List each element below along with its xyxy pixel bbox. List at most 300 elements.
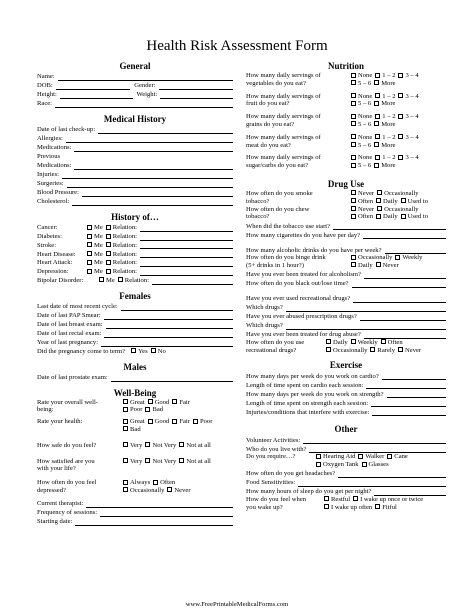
prostate-field[interactable] <box>111 375 233 382</box>
range-1-2-label: 1 – 2 <box>382 154 396 162</box>
me-label: Me <box>94 241 103 249</box>
overall-poor-checkbox[interactable] <box>123 407 128 412</box>
relation-label: Relation: <box>112 224 137 232</box>
none-label: None <box>358 72 373 79</box>
exercise-field-label: Length of time spent on strength each session: <box>246 399 369 407</box>
often-label: Often <box>358 197 374 205</box>
more-label: More <box>381 141 396 149</box>
binge-label: How often do you binge drink <box>246 254 326 262</box>
medical-field[interactable] <box>98 127 233 134</box>
daily-label: Daily <box>383 197 398 205</box>
nutrition-none-checkbox[interactable] <box>351 73 356 78</box>
alcohol-label: How many alcoholic drinks do you have per week? <box>246 246 382 254</box>
exercise-field-label: How many days per week do you work on strength? <box>246 390 384 398</box>
medical-field[interactable] <box>66 136 233 143</box>
general-heading: General <box>119 61 151 71</box>
me-label: Me <box>94 268 103 276</box>
wake-label: How do you feel when <box>246 495 307 503</box>
satisfied-not-at-all-checkbox[interactable] <box>179 458 184 463</box>
not-at-all-label: Not at all <box>186 457 211 465</box>
safe-not-very-checkbox[interactable] <box>145 442 150 447</box>
none-label: None <box>358 154 373 162</box>
history-row <box>37 276 233 285</box>
blackout-field[interactable] <box>352 281 446 288</box>
nutrition-more-checkbox[interactable] <box>374 101 379 106</box>
depressed-label: How often do you feel <box>37 479 97 487</box>
exercise-field-label: Injuries/conditions that interfere with exercise: <box>246 408 370 416</box>
cane-label: Cane <box>394 453 408 461</box>
range-3-4-label: 3 – 4 <box>405 154 419 162</box>
medical-field[interactable] <box>72 199 233 206</box>
me-label: Me <box>94 233 103 240</box>
history-relation-field[interactable] <box>140 234 233 241</box>
pregnancy-yes-checkbox[interactable] <box>131 348 136 353</box>
range-1-2-label: 1 – 2 <box>382 92 396 100</box>
health-great-checkbox[interactable] <box>123 419 128 424</box>
none-label: None <box>358 133 373 141</box>
history-row <box>37 249 233 258</box>
prostate-label: Date of last prostate exam: <box>37 373 108 381</box>
overall-great-checkbox[interactable] <box>123 399 128 404</box>
headaches-label: How often do you get headaches? <box>246 470 336 478</box>
history-me-checkbox[interactable] <box>87 260 92 265</box>
smoke-daily-checkbox[interactable] <box>376 198 381 203</box>
medical-field-label: Cholesterol: <box>37 198 70 206</box>
poor-label: Poor <box>130 406 143 414</box>
history-condition-label: Diabetes: <box>37 233 62 240</box>
males-heading: Males <box>123 361 147 372</box>
history-relation-field[interactable] <box>140 225 233 232</box>
wake-once-checkbox[interactable] <box>353 496 358 501</box>
weight-label: Weight: <box>136 91 158 99</box>
pregnancy-no-checkbox[interactable] <box>151 348 156 353</box>
history-condition-label: Cancer: <box>37 224 58 232</box>
health-fair-checkbox[interactable] <box>172 419 177 424</box>
used-to-label: Used to <box>407 213 429 221</box>
alcohol-treat-field[interactable] <box>364 272 446 279</box>
nutrition-question <box>246 134 446 150</box>
recuse-label-2: recreational drugs? <box>246 346 297 354</box>
history-relation-field[interactable] <box>140 242 233 249</box>
history-heading: History of… <box>111 212 159 222</box>
history-relation-field[interactable] <box>140 260 233 267</box>
smoke-never-checkbox[interactable] <box>351 190 356 195</box>
history-me-checkbox[interactable] <box>87 242 92 247</box>
range-5-6-label: 5 – 6 <box>358 120 372 128</box>
drug-treat-field[interactable] <box>364 332 446 339</box>
medical-field-label: Injuries: <box>37 171 59 179</box>
nutrition-none-checkbox[interactable] <box>351 155 356 160</box>
binge-weekly-checkbox[interactable] <box>395 255 400 260</box>
medical-field[interactable] <box>67 181 233 188</box>
history-me-checkbox[interactable] <box>87 251 92 256</box>
nutrition-question-label-2: fruit do you eat? <box>246 100 290 108</box>
recuse-label: How often do you use <box>246 338 305 346</box>
none-label: None <box>358 113 373 121</box>
range-3-4-label: 3 – 4 <box>405 113 419 121</box>
history-me-checkbox[interactable] <box>87 269 92 274</box>
depressed-occasionally-checkbox[interactable] <box>123 487 128 492</box>
more-label: More <box>381 79 396 87</box>
daily-label: Daily <box>358 261 373 269</box>
overall-wellbeing-label-2: being: <box>37 406 54 414</box>
binge-never-checkbox[interactable] <box>376 262 381 267</box>
walker-label: Walker <box>365 453 385 461</box>
medical-field[interactable] <box>74 163 233 170</box>
chew-never-checkbox[interactable] <box>351 206 356 211</box>
therapist-field[interactable] <box>86 501 233 508</box>
nutrition-more-checkbox[interactable] <box>374 121 379 126</box>
history-condition-label: Depression: <box>37 268 69 276</box>
recreational-field[interactable] <box>353 296 446 303</box>
history-relation-checkbox[interactable] <box>106 260 111 265</box>
alcohol-treat-label: Have you ever been treated for alcoholism? <box>246 271 361 279</box>
females-field-label: Date of last PAP Smear: <box>37 311 101 319</box>
history-relation-field[interactable] <box>140 251 233 258</box>
pregnancy-term-label: Did the pregnancy come to term? <box>37 347 126 355</box>
nutrition-1-2-checkbox[interactable] <box>375 73 380 78</box>
not-at-all-label: Not at all <box>186 441 211 449</box>
medical-field-label: Medications: <box>37 162 72 170</box>
nutrition-1-2-checkbox[interactable] <box>375 134 380 139</box>
wake-once-label: I wake up once or twice <box>360 495 424 503</box>
females-field-label: Date of last breast exam: <box>37 320 103 328</box>
exercise-field[interactable] <box>366 382 446 389</box>
great-label: Great <box>130 418 145 426</box>
starting-date-field[interactable] <box>75 519 233 526</box>
overall-wellbeing-label: Rate your overall well- <box>37 398 98 406</box>
history-relation-checkbox[interactable] <box>118 277 123 282</box>
nutrition-question <box>246 113 446 129</box>
me-label: Me <box>94 250 103 258</box>
females-field[interactable] <box>101 340 233 347</box>
me-label: Me <box>94 259 103 267</box>
females-field[interactable] <box>121 304 233 311</box>
overall-fair-checkbox[interactable] <box>172 399 177 404</box>
often-label: Often <box>387 338 403 346</box>
nutrition-question <box>246 93 446 109</box>
never-label: Never <box>405 346 422 354</box>
smoke-used-to-checkbox[interactable] <box>401 198 406 203</box>
medical-field[interactable] <box>74 145 233 152</box>
history-condition-label: Stroke: <box>37 241 57 249</box>
frequency-field[interactable] <box>100 510 233 517</box>
exercise-field[interactable] <box>382 373 446 380</box>
nutrition-5-6-checkbox[interactable] <box>351 101 356 106</box>
chew-occasionally-checkbox[interactable] <box>377 206 382 211</box>
live-with-label: Who do you live with? <box>246 445 307 453</box>
nutrition-list <box>246 72 446 170</box>
nutrition-1-2-checkbox[interactable] <box>375 155 380 160</box>
cigarettes-label: How many cigarettes do you have per day? <box>246 231 361 239</box>
nutrition-question-label: How many daily servings of <box>246 72 321 79</box>
females-heading: Females <box>119 290 151 301</box>
nutrition-heading: Nutrition <box>328 61 364 71</box>
medical-field-label: Date of last check-up: <box>37 126 96 134</box>
nutrition-5-6-checkbox[interactable] <box>351 80 356 85</box>
gender-label: Gender: <box>134 82 156 90</box>
history-relation-checkbox[interactable] <box>106 234 111 239</box>
smoke-occasionally-checkbox[interactable] <box>377 190 382 195</box>
walker-checkbox[interactable] <box>358 454 363 459</box>
wake-often-label: I wake up often <box>331 503 373 511</box>
satisfied-very-checkbox[interactable] <box>123 458 128 463</box>
very-label: Very <box>130 457 143 465</box>
cane-checkbox[interactable] <box>387 454 392 459</box>
satisfied-label: How satisfied are you <box>37 457 95 465</box>
history-me-checkbox[interactable] <box>87 225 92 230</box>
fitful-label: Fitful <box>382 503 397 511</box>
daily-label: Daily <box>383 213 398 221</box>
glasses-checkbox[interactable] <box>362 462 367 467</box>
great-label: Great <box>130 398 145 406</box>
nutrition-none-checkbox[interactable] <box>351 93 356 98</box>
feel-safe-label: How safe do you feel? <box>37 441 97 449</box>
smoke-label-2: tobacco? <box>246 197 270 205</box>
exercise-field[interactable] <box>371 400 446 407</box>
weekly-label: Weekly <box>402 254 423 262</box>
more-label: More <box>381 162 396 170</box>
females-field[interactable] <box>104 331 233 338</box>
wake-label-2: you wake up? <box>246 503 283 511</box>
history-row <box>37 258 233 267</box>
poor-label: Poor <box>199 418 213 426</box>
safe-not-at-all-checkbox[interactable] <box>179 442 184 447</box>
satisfied-label-2: with your life? <box>37 465 76 473</box>
health-good-checkbox[interactable] <box>148 419 153 424</box>
females-field-label: Date of last rectal exam: <box>37 329 102 337</box>
health-bad-checkbox[interactable] <box>123 426 128 431</box>
nutrition-none-checkbox[interactable] <box>351 134 356 139</box>
health-poor-checkbox[interactable] <box>193 419 198 424</box>
history-row <box>37 232 233 241</box>
history-relation-checkbox[interactable] <box>106 225 111 230</box>
therapist-label: Current therapist: <box>37 500 84 508</box>
medical-field-label: Blood Pressure: <box>37 189 79 197</box>
weekly-label: Weekly <box>357 338 378 346</box>
which-drugs-field-2[interactable] <box>286 323 446 330</box>
occasionally-label: Occasionally <box>384 205 419 213</box>
never-label: Never <box>358 205 375 213</box>
recuse-never-checkbox[interactable] <box>398 347 403 352</box>
history-condition-label: Heart Disease: <box>37 250 76 258</box>
recuse-daily-checkbox[interactable] <box>326 339 331 344</box>
fair-label: Fair <box>179 418 190 426</box>
more-label: More <box>381 100 396 108</box>
binge-daily-checkbox[interactable] <box>351 262 356 267</box>
relation-label: Relation: <box>112 268 137 276</box>
nutrition-5-6-checkbox[interactable] <box>351 163 356 168</box>
gender-field[interactable] <box>159 83 234 90</box>
live-with-field[interactable] <box>309 446 446 453</box>
relation-label: Relation: <box>112 250 137 258</box>
blackout-label: How often do you black out/lose time? <box>246 280 349 288</box>
volunteer-field[interactable] <box>303 437 446 444</box>
which-drugs-field[interactable] <box>286 305 446 312</box>
satisfied-not-very-checkbox[interactable] <box>145 458 150 463</box>
exercise-heading: Exercise <box>329 360 363 371</box>
more-label: More <box>381 120 396 128</box>
bad-label: Bad <box>130 425 141 433</box>
starting-date-label: Starting date: <box>37 518 73 526</box>
recuse-rarely-checkbox[interactable] <box>370 347 375 352</box>
recuse-weekly-checkbox[interactable] <box>351 339 356 344</box>
name-field[interactable] <box>58 74 233 81</box>
nutrition-5-6-checkbox[interactable] <box>351 121 356 126</box>
dob-field[interactable] <box>56 83 131 90</box>
dob-label: DOB: <box>37 82 53 90</box>
cigarettes-field[interactable] <box>363 232 446 239</box>
medical-field-label: Allergies: <box>37 135 63 143</box>
drug-use-heading: Drug Use <box>327 178 365 189</box>
nutrition-3-4-checkbox[interactable] <box>398 73 403 78</box>
nutrition-3-4-checkbox[interactable] <box>398 134 403 139</box>
fair-label: Fair <box>179 398 190 406</box>
hearing-aid-label: Hearing Aid <box>323 453 356 461</box>
recreational-label: Have you ever used recreational drugs? <box>246 295 351 303</box>
nutrition-3-4-checkbox[interactable] <box>398 114 403 119</box>
history-row <box>37 223 233 232</box>
range-3-4-label: 3 – 4 <box>405 72 419 79</box>
me-label: Me <box>94 224 103 232</box>
depressed-label-2: depressed? <box>37 486 66 494</box>
occasionally-label: Occasionally <box>333 346 368 354</box>
smoke-often-checkbox[interactable] <box>351 198 356 203</box>
safe-very-checkbox[interactable] <box>123 442 128 447</box>
medical-field[interactable] <box>62 172 233 179</box>
medical-field-label: Surgeries: <box>37 180 64 188</box>
exercise-field[interactable] <box>372 409 446 416</box>
relation-label: Relation: <box>112 241 137 249</box>
oxygen-label: Oxygen Tank <box>323 461 359 469</box>
height-field[interactable] <box>60 92 133 99</box>
history-relation-checkbox[interactable] <box>106 242 111 247</box>
alcohol-field[interactable] <box>385 247 447 254</box>
range-5-6-label: 5 – 6 <box>358 100 372 108</box>
range-3-4-label: 3 – 4 <box>405 92 419 100</box>
restful-checkbox[interactable] <box>324 496 329 501</box>
never-label: Never <box>358 189 375 197</box>
good-label: Good <box>154 398 170 406</box>
headaches-field[interactable] <box>338 471 446 478</box>
rate-health-label: Rate your health: <box>37 418 83 426</box>
no-label: No <box>157 347 166 355</box>
nutrition-question-label: How many daily servings of <box>246 133 321 141</box>
history-row <box>37 241 233 250</box>
chew-daily-checkbox[interactable] <box>376 214 381 219</box>
chew-used-to-checkbox[interactable] <box>401 214 406 219</box>
nutrition-1-2-checkbox[interactable] <box>375 93 380 98</box>
females-field[interactable] <box>104 313 233 320</box>
overall-bad-checkbox[interactable] <box>145 407 150 412</box>
history-relation-field[interactable] <box>140 269 233 276</box>
relation-label: Relation: <box>112 259 137 267</box>
food-label: Food Sensitivities: <box>246 479 296 487</box>
nutrition-question-label: How many daily servings of <box>246 92 321 100</box>
prescription-field[interactable] <box>360 314 446 321</box>
depressed-never-checkbox[interactable] <box>167 487 172 492</box>
form-title: Health Risk Assessment Form <box>146 38 328 54</box>
oxygen-checkbox[interactable] <box>316 462 321 467</box>
binge-occasionally-checkbox[interactable] <box>351 255 356 260</box>
medical-field[interactable] <box>82 190 233 197</box>
binge-label-2: (5+ drinks in 1 hour?) <box>246 261 304 269</box>
overall-good-checkbox[interactable] <box>148 399 153 404</box>
food-field[interactable] <box>298 480 446 487</box>
right-column <box>246 60 446 512</box>
recuse-often-checkbox[interactable] <box>381 339 386 344</box>
nutrition-1-2-checkbox[interactable] <box>375 114 380 119</box>
range-5-6-label: 5 – 6 <box>358 141 372 149</box>
nutrition-more-checkbox[interactable] <box>374 163 379 168</box>
history-relation-checkbox[interactable] <box>106 251 111 256</box>
nutrition-3-4-checkbox[interactable] <box>398 93 403 98</box>
nutrition-5-6-checkbox[interactable] <box>351 142 356 147</box>
history-me-checkbox[interactable] <box>87 234 92 239</box>
fitful-checkbox[interactable] <box>375 504 380 509</box>
require-label: Do you require…? <box>246 453 296 461</box>
nutrition-question-label-2: vegetables do you eat? <box>246 79 306 87</box>
nutrition-more-checkbox[interactable] <box>374 142 379 147</box>
frequency-label: Frequency of sessions: <box>37 509 98 517</box>
smoke-label: How often do you smoke <box>246 189 313 197</box>
race-field[interactable] <box>55 101 233 108</box>
which-drugs-label: Which drugs? <box>246 304 283 312</box>
used-to-label: Used to <box>407 197 429 205</box>
left-column <box>37 60 233 526</box>
depressed-always-checkbox[interactable] <box>123 480 128 485</box>
bad-label: Bad <box>152 406 164 414</box>
other-heading: Other <box>334 424 358 435</box>
sleep-field[interactable] <box>374 489 446 496</box>
history-condition-label: Heart Attack: <box>37 259 73 267</box>
history-relation-field[interactable] <box>152 278 233 285</box>
very-label: Very <box>130 441 143 449</box>
which-drugs-label-2: Which drugs? <box>246 322 283 330</box>
history-me-checkbox[interactable] <box>99 277 104 282</box>
hearing-aid-checkbox[interactable] <box>316 454 321 459</box>
history-relation-checkbox[interactable] <box>106 269 111 274</box>
none-label: None <box>358 92 373 100</box>
range-1-2-label: 1 – 2 <box>382 72 396 79</box>
weight-field[interactable] <box>160 92 233 99</box>
nutrition-question-label: How many daily servings of <box>246 113 321 121</box>
depressed-often-checkbox[interactable] <box>153 480 158 485</box>
often-label: Often <box>160 479 176 487</box>
wake-often-checkbox[interactable] <box>324 504 329 509</box>
chew-label: How often do you chew <box>246 205 310 213</box>
medical-field-label: Medications: <box>37 144 72 152</box>
drug-treat-label: Have you ever been treated for drug abuse? <box>246 331 361 339</box>
exercise-field[interactable] <box>387 391 446 398</box>
sleep-label: How many hours of sleep do you get per night? <box>246 488 372 496</box>
exercise-field-label: Length of time spent on cardio each session: <box>246 381 364 389</box>
relation-label: Relation: <box>112 233 137 240</box>
nutrition-3-4-checkbox[interactable] <box>398 155 403 160</box>
medical-field-label: Previous <box>37 153 61 161</box>
me-label: Me <box>106 276 115 284</box>
occasionally-label: Occasionally <box>358 254 393 262</box>
nutrition-more-checkbox[interactable] <box>374 80 379 85</box>
range-1-2-label: 1 – 2 <box>382 133 396 141</box>
footer-url: www.FreePrintableMedicalForms.com <box>185 601 289 608</box>
tobacco-start-field[interactable] <box>333 223 446 230</box>
tobacco-start-label: When did the tobacco use start? <box>246 222 331 230</box>
females-field[interactable] <box>106 322 233 329</box>
chew-often-checkbox[interactable] <box>351 214 356 219</box>
recuse-occasionally-checkbox[interactable] <box>326 347 331 352</box>
nutrition-none-checkbox[interactable] <box>351 114 356 119</box>
